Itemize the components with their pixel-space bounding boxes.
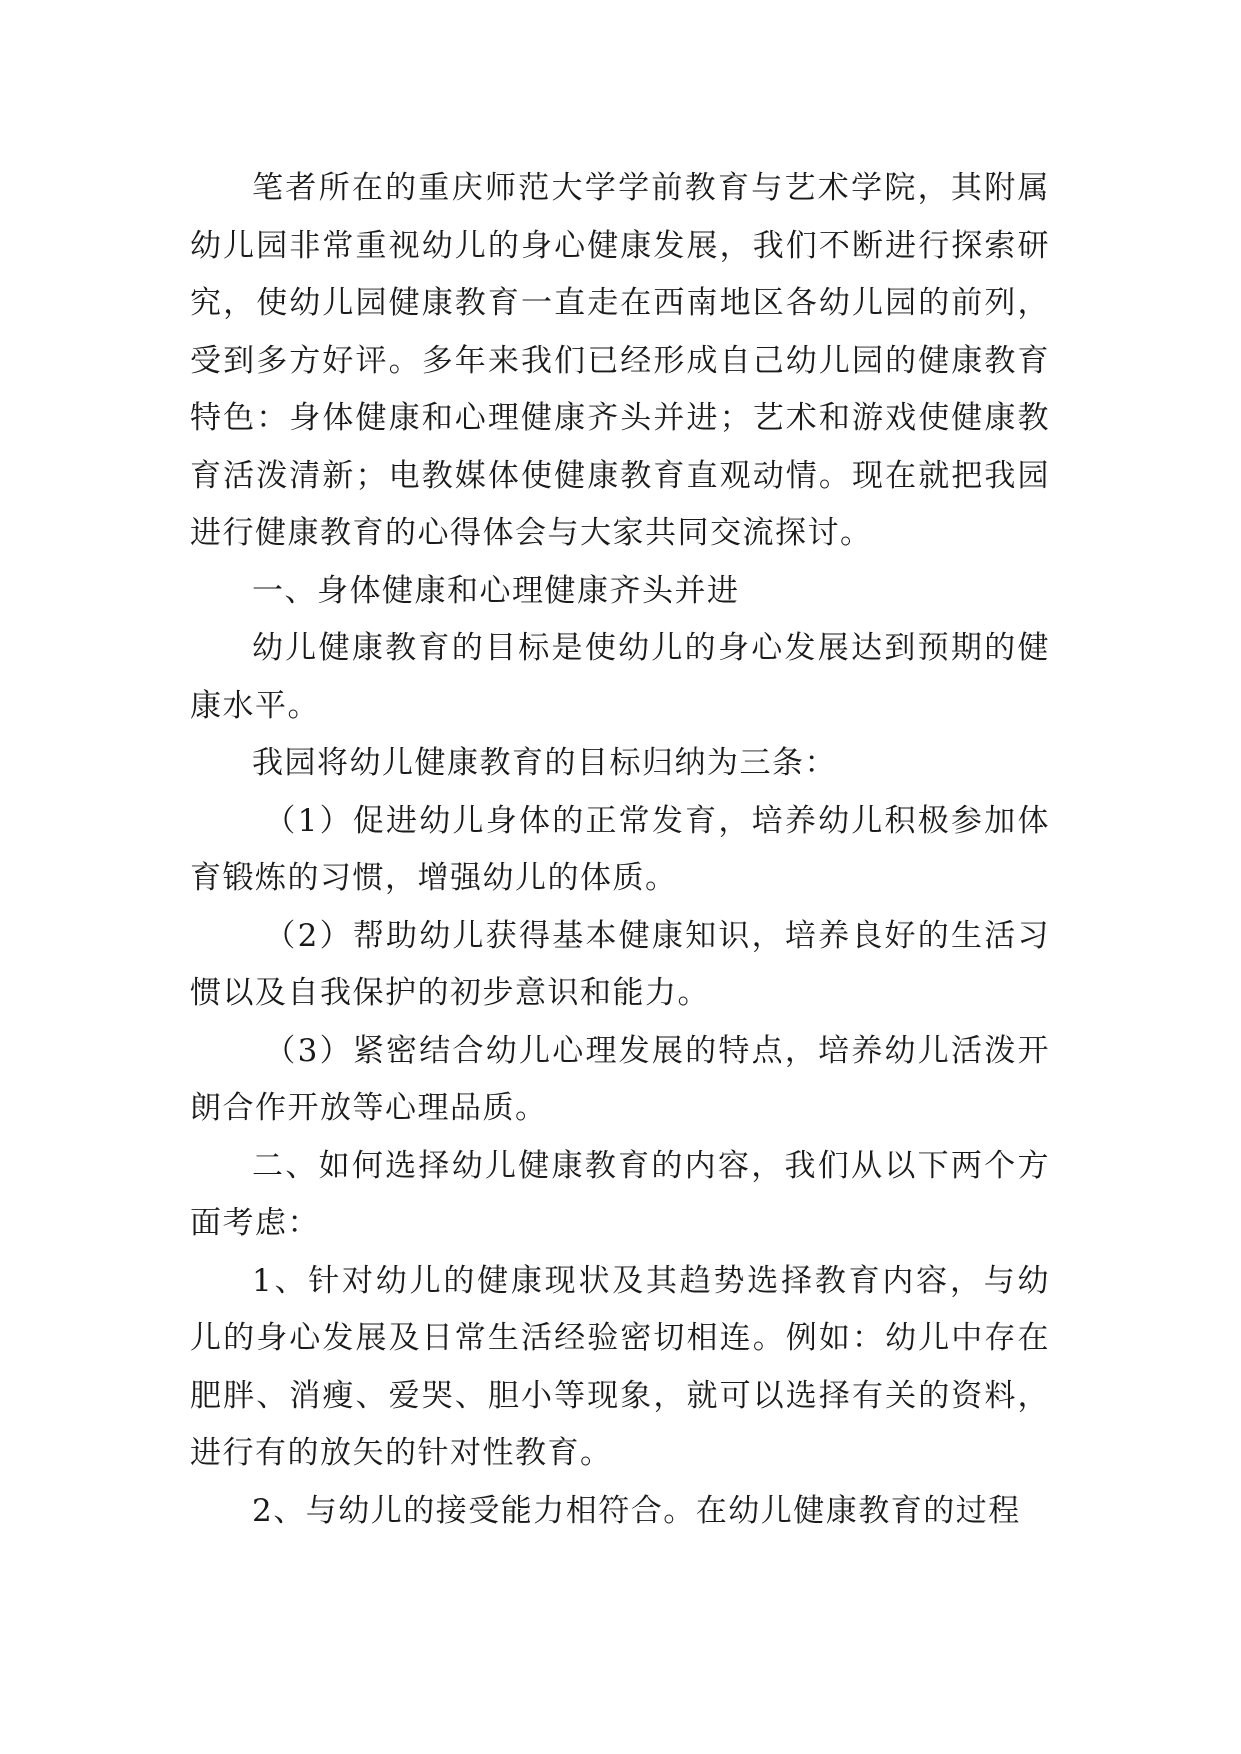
section-heading-2: 二、如何选择幼儿健康教育的内容，我们从以下两个方面考虑：	[190, 1147, 1050, 1241]
content-item-1: 1、针对幼儿的健康现状及其趋势选择教育内容，与幼儿的身心发展及日常生活经验密切相连。例如：幼儿中存在肥胖、消瘦、爱哭、胆小等现象，就可以选择有关的资料，进行有的放矢的针对性教育。	[190, 1262, 1050, 1471]
document-body	[190, 160, 1050, 1540]
goal-paragraph: 幼儿健康教育的目标是使幼儿的身心发展达到预期的健康水平。	[190, 630, 1050, 724]
goal-item-3: （3）紧密结合幼儿心理发展的特点，培养幼儿活泼开朗合作开放等心理品质。	[190, 1032, 1050, 1126]
intro-paragraph: 笔者所在的重庆师范大学学前教育与艺术学院，其附属幼儿园非常重视幼儿的身心健康发展，我们不断进行探索研究，使幼儿园健康教育一直走在西南地区各幼儿园的前列，受到多方好评。多年来我们已经形成自己幼儿园的健康教育特色：身体健康和心理健康齐头并进；艺术和游戏使健康教育活泼清新；电教媒体使健康教育直观动情。现在就把我园进行健康教育的心得体会与大家共同交流探讨。	[190, 170, 1050, 551]
goal-summary-paragraph: 我园将幼儿健康教育的目标归纳为三条：	[252, 745, 837, 781]
content-item-2: 2、与幼儿的接受能力相符合。在幼儿健康教育的过程	[252, 1492, 1021, 1529]
goal-item-1: （1）促进幼儿身体的正常发育，培养幼儿积极参加体育锻炼的习惯，增强幼儿的体质。	[190, 802, 1050, 896]
goal-item-2: （2）帮助幼儿获得基本健康知识，培养良好的生活习惯以及自我保护的初步意识和能力。	[190, 917, 1050, 1011]
section-heading-1: 一、身体健康和心理健康齐头并进	[252, 572, 740, 609]
